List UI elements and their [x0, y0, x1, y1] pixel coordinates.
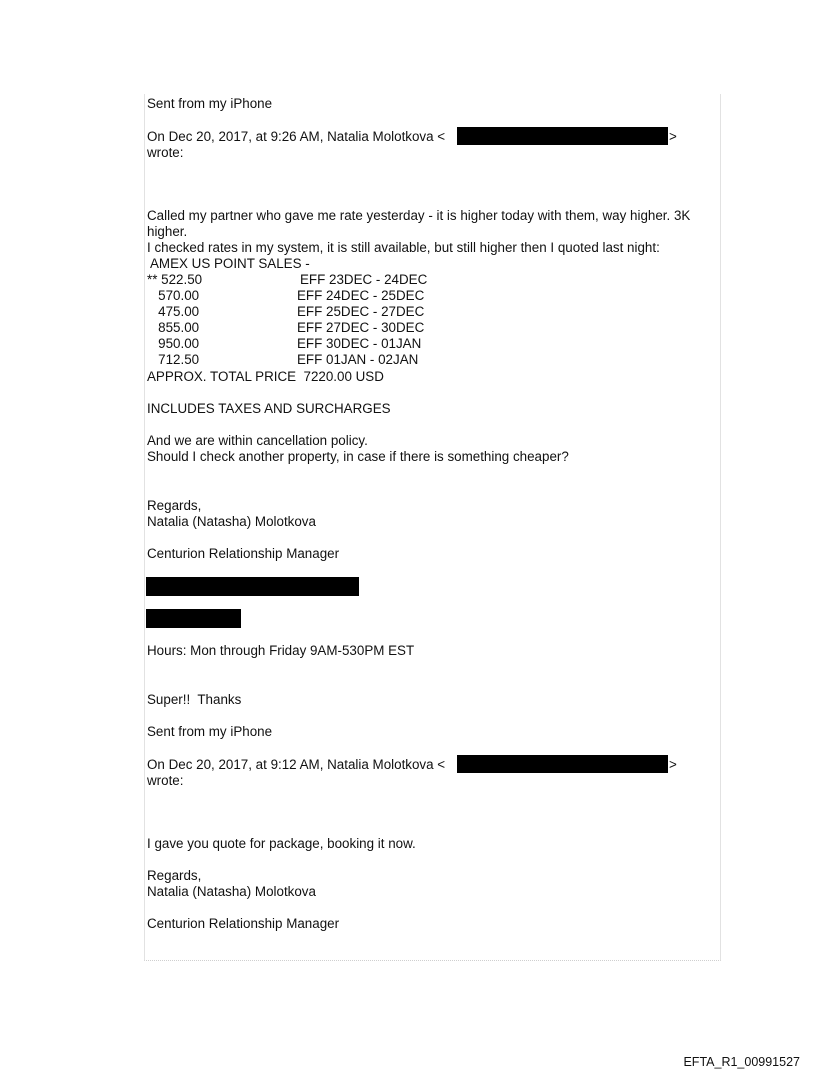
redacted-email-2: [457, 755, 668, 773]
regards-1: Regards,: [147, 498, 202, 513]
cancellation-line-1: And we are within cancellation policy.: [147, 433, 368, 448]
amex-header: AMEX US POINT SALES -: [147, 256, 310, 271]
rate-amount: 475.00: [147, 304, 200, 319]
regards-2: Regards,: [147, 868, 202, 883]
body-line-3: I checked rates in my system, it is still available, but still higher then I quoted last night:: [147, 240, 660, 255]
reply-header-1-close: >: [669, 129, 677, 144]
reply-header-1: On Dec 20, 2017, at 9:26 AM, Natalia Molotkova <: [147, 129, 446, 144]
rate-eff: EFF 27DEC - 30DEC: [297, 320, 425, 335]
rate-amount: 950.00: [147, 336, 200, 351]
redacted-block-2: [146, 609, 241, 628]
reply-super-thanks: Super!! Thanks: [147, 692, 242, 707]
sent-from-iphone-1: Sent from my iPhone: [147, 96, 273, 111]
reply-header-2: On Dec 20, 2017, at 9:12 AM, Natalia Molotkova <: [147, 757, 446, 772]
quote-booking-line: I gave you quote for package, booking it now.: [147, 836, 416, 851]
rate-amount: 570.00: [147, 288, 200, 303]
rate-eff: EFF 23DEC - 24DEC: [300, 272, 428, 287]
signature-name-2: Natalia (Natasha) Molotkova: [147, 884, 316, 899]
redacted-block-1: [146, 577, 359, 596]
rate-amount: 855.00: [147, 320, 200, 335]
reply-header-2-wrote: wrote:: [147, 773, 184, 788]
office-hours: Hours: Mon through Friday 9AM-530PM EST: [147, 643, 415, 658]
document-id: EFTA_R1_00991527: [683, 1055, 800, 1069]
signature-name-1: Natalia (Natasha) Molotkova: [147, 514, 316, 529]
signature-title-2: Centurion Relationship Manager: [147, 916, 340, 931]
sent-from-iphone-2: Sent from my iPhone: [147, 724, 273, 739]
body-line-1: Called my partner who gave me rate yesterday - it is higher today with them, way higher. 3K: [147, 208, 691, 223]
body-line-2: higher.: [147, 224, 188, 239]
rate-eff: EFF 01JAN - 02JAN: [297, 352, 419, 367]
includes-taxes: INCLUDES TAXES AND SURCHARGES: [147, 401, 391, 416]
rate-eff: EFF 30DEC - 01JAN: [297, 336, 422, 351]
reply-header-2-close: >: [669, 757, 677, 772]
rate-eff: EFF 24DEC - 25DEC: [297, 288, 425, 303]
rate-amount: 712.50: [147, 352, 200, 367]
redacted-email-1: [457, 127, 668, 145]
cancellation-line-2: Should I check another property, in case if there is something cheaper?: [147, 449, 569, 464]
reply-header-1-wrote: wrote:: [147, 145, 184, 160]
rate-amount: ** 522.50: [147, 272, 203, 287]
signature-title-1: Centurion Relationship Manager: [147, 546, 340, 561]
total-price: APPROX. TOTAL PRICE 7220.00 USD: [147, 369, 384, 384]
rate-eff: EFF 25DEC - 27DEC: [297, 304, 425, 319]
